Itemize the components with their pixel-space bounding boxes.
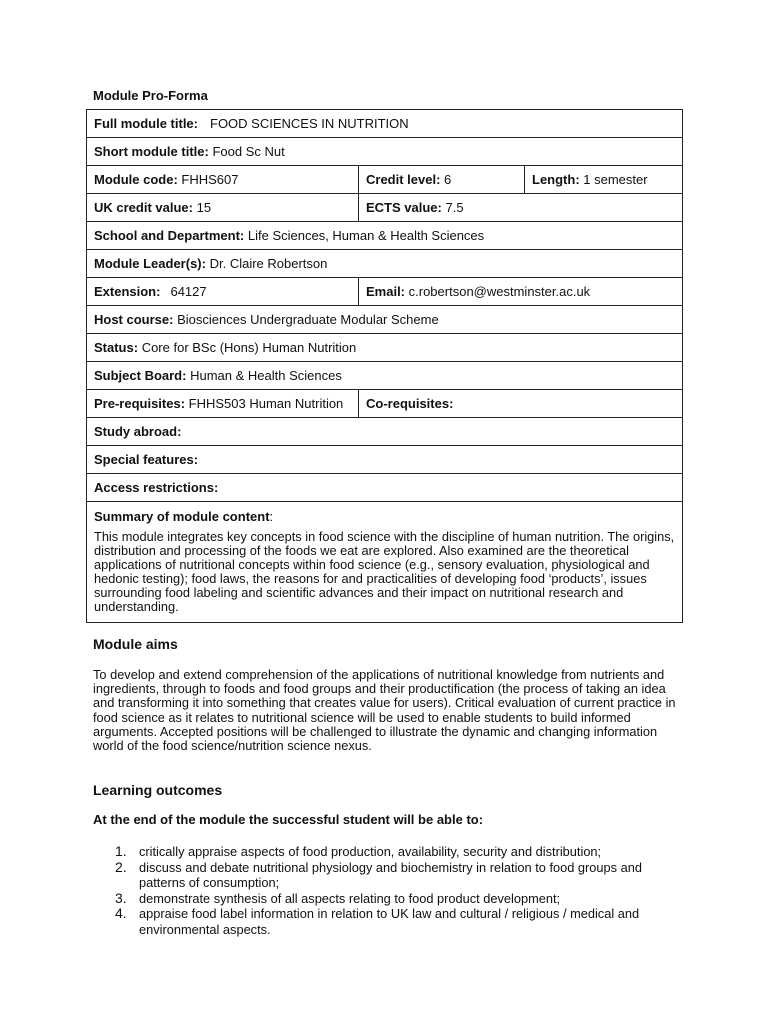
list-item bbox=[93, 891, 673, 907]
credit-level-value: 6 bbox=[444, 172, 452, 187]
host-course-label: Host course: bbox=[94, 312, 174, 327]
status-label: Status: bbox=[94, 340, 139, 355]
status-cell bbox=[87, 334, 683, 362]
row-summary bbox=[87, 502, 683, 623]
full-title-value: FOOD SCIENCES IN NUTRITION bbox=[210, 116, 409, 131]
summary-text: This module integrates key concepts in food science with the discipline of human nutrition. The origins, distribution and processing of the foods we eat are explored. Also examined are the theoretical applications of nutritional concepts within food science (e.g., sensory evaluation, physiological and hedonic testing); food laws, the reasons for and practicalities of developing food ‘products’, issues surrounding food labeling and scientific advances and their impact on nutritional research and understanding. bbox=[94, 529, 675, 614]
row-subject-board bbox=[87, 362, 683, 390]
list-item bbox=[93, 860, 673, 891]
ects-label: ECTS value: bbox=[366, 200, 442, 215]
access-restrictions-cell bbox=[87, 474, 683, 502]
summary-cell bbox=[87, 502, 683, 623]
email-value: c.robertson@westminster.ac.uk bbox=[408, 284, 591, 299]
length-cell bbox=[525, 166, 683, 194]
host-course-cell bbox=[87, 306, 683, 334]
coreq-label: Co-requisites: bbox=[366, 396, 454, 411]
extension-cell bbox=[87, 278, 359, 306]
leader-value: Dr. Claire Robertson bbox=[209, 256, 328, 271]
list-item-number: 4. bbox=[115, 905, 127, 921]
row-special-features bbox=[87, 446, 683, 474]
row-full-title bbox=[87, 110, 683, 138]
host-course-value: Biosciences Undergraduate Modular Scheme bbox=[177, 312, 439, 327]
leader-label: Module Leader(s): bbox=[94, 256, 206, 271]
credit-level-cell bbox=[359, 166, 525, 194]
module-code-label: Module code: bbox=[94, 172, 178, 187]
credit-level-label: Credit level: bbox=[366, 172, 441, 187]
ects-value: 7.5 bbox=[445, 200, 464, 215]
ects-cell bbox=[359, 194, 683, 222]
prereq-value: FHHS503 Human Nutrition bbox=[188, 396, 344, 411]
learning-outcomes-heading: Learning outcomes bbox=[93, 782, 223, 798]
school-cell bbox=[87, 222, 683, 250]
module-aims-heading: Module aims bbox=[93, 636, 178, 652]
row-status bbox=[87, 334, 683, 362]
row-contact bbox=[87, 278, 683, 306]
study-abroad-cell bbox=[87, 418, 683, 446]
access-restrictions-label: Access restrictions: bbox=[94, 480, 219, 495]
row-code-level-length bbox=[87, 166, 683, 194]
subject-board-cell bbox=[87, 362, 683, 390]
prereq-label: Pre-requisites: bbox=[94, 396, 186, 411]
subject-board-label: Subject Board: bbox=[94, 368, 187, 383]
module-proforma-table bbox=[86, 109, 683, 623]
length-value: 1 semester bbox=[583, 172, 648, 187]
school-label: School and Department: bbox=[94, 228, 245, 243]
email-label: Email: bbox=[366, 284, 406, 299]
row-access-restrictions bbox=[87, 474, 683, 502]
special-features-label: Special features: bbox=[94, 452, 199, 467]
extension-label: Extension: bbox=[94, 284, 161, 299]
module-code-cell bbox=[87, 166, 359, 194]
school-value: Life Sciences, Human & Health Sciences bbox=[247, 228, 485, 243]
row-school bbox=[87, 222, 683, 250]
row-requisites bbox=[87, 390, 683, 418]
list-item-text: discuss and debate nutritional physiology and biochemistry in relation to food groups and patterns of consumption; bbox=[139, 859, 642, 890]
row-study-abroad bbox=[87, 418, 683, 446]
length-label: Length: bbox=[532, 172, 580, 187]
learning-outcomes-intro: At the end of the module the successful student will be able to: bbox=[93, 812, 484, 827]
full-title-label: Full module title: bbox=[94, 116, 198, 131]
list-item-text: demonstrate synthesis of all aspects relating to food product development; bbox=[139, 890, 561, 906]
extension-value: 64127 bbox=[170, 284, 207, 299]
row-leader bbox=[87, 250, 683, 278]
special-features-cell bbox=[87, 446, 683, 474]
uk-credit-label: UK credit value: bbox=[94, 200, 193, 215]
summary-colon: : bbox=[269, 509, 274, 524]
short-title-label: Short module title: bbox=[94, 144, 209, 159]
short-title-value: Food Sc Nut bbox=[212, 144, 285, 159]
module-code-value: FHHS607 bbox=[181, 172, 239, 187]
learning-outcomes-list bbox=[93, 844, 673, 937]
uk-credit-cell bbox=[87, 194, 359, 222]
list-item-number: 2. bbox=[115, 858, 127, 875]
study-abroad-label: Study abroad: bbox=[94, 424, 182, 439]
coreq-cell bbox=[359, 390, 683, 418]
list-item-number: 3. bbox=[115, 889, 127, 906]
module-aims-text: To develop and extend comprehension of the applications of nutritional knowledge from nutrients and ingredients, through to foods and food groups and their productification (the process of taking an idea and transforming it into something that creates value for users). Critical evaluation of current practice in food science as it relates to nutritional science will be used to enable students to build informed arguments. Accepted positions will be challenged to illustrate the dynamic and changing information world of the food science/nutrition science nexus. bbox=[93, 667, 676, 754]
row-host-course bbox=[87, 306, 683, 334]
prereq-cell bbox=[87, 390, 359, 418]
summary-label: Summary of module content bbox=[94, 509, 270, 524]
list-item bbox=[93, 906, 673, 937]
email-cell bbox=[359, 278, 683, 306]
subject-board-value: Human & Health Sciences bbox=[190, 368, 342, 383]
short-title-cell bbox=[87, 138, 683, 166]
leader-cell bbox=[87, 250, 683, 278]
row-short-title bbox=[87, 138, 683, 166]
list-item-text: critically appraise aspects of food production, availability, security and distribution; bbox=[139, 844, 602, 859]
list-item-text: appraise food label information in relation to UK law and cultural / religious / medical and environmental aspects. bbox=[139, 906, 640, 937]
list-item bbox=[93, 844, 673, 860]
status-value: Core for BSc (Hons) Human Nutrition bbox=[141, 340, 357, 355]
document-title: Module Pro-Forma bbox=[93, 88, 208, 103]
full-title-cell bbox=[87, 110, 683, 138]
uk-credit-value: 15 bbox=[196, 200, 212, 215]
list-item-number: 1. bbox=[115, 843, 127, 859]
row-credits bbox=[87, 194, 683, 222]
